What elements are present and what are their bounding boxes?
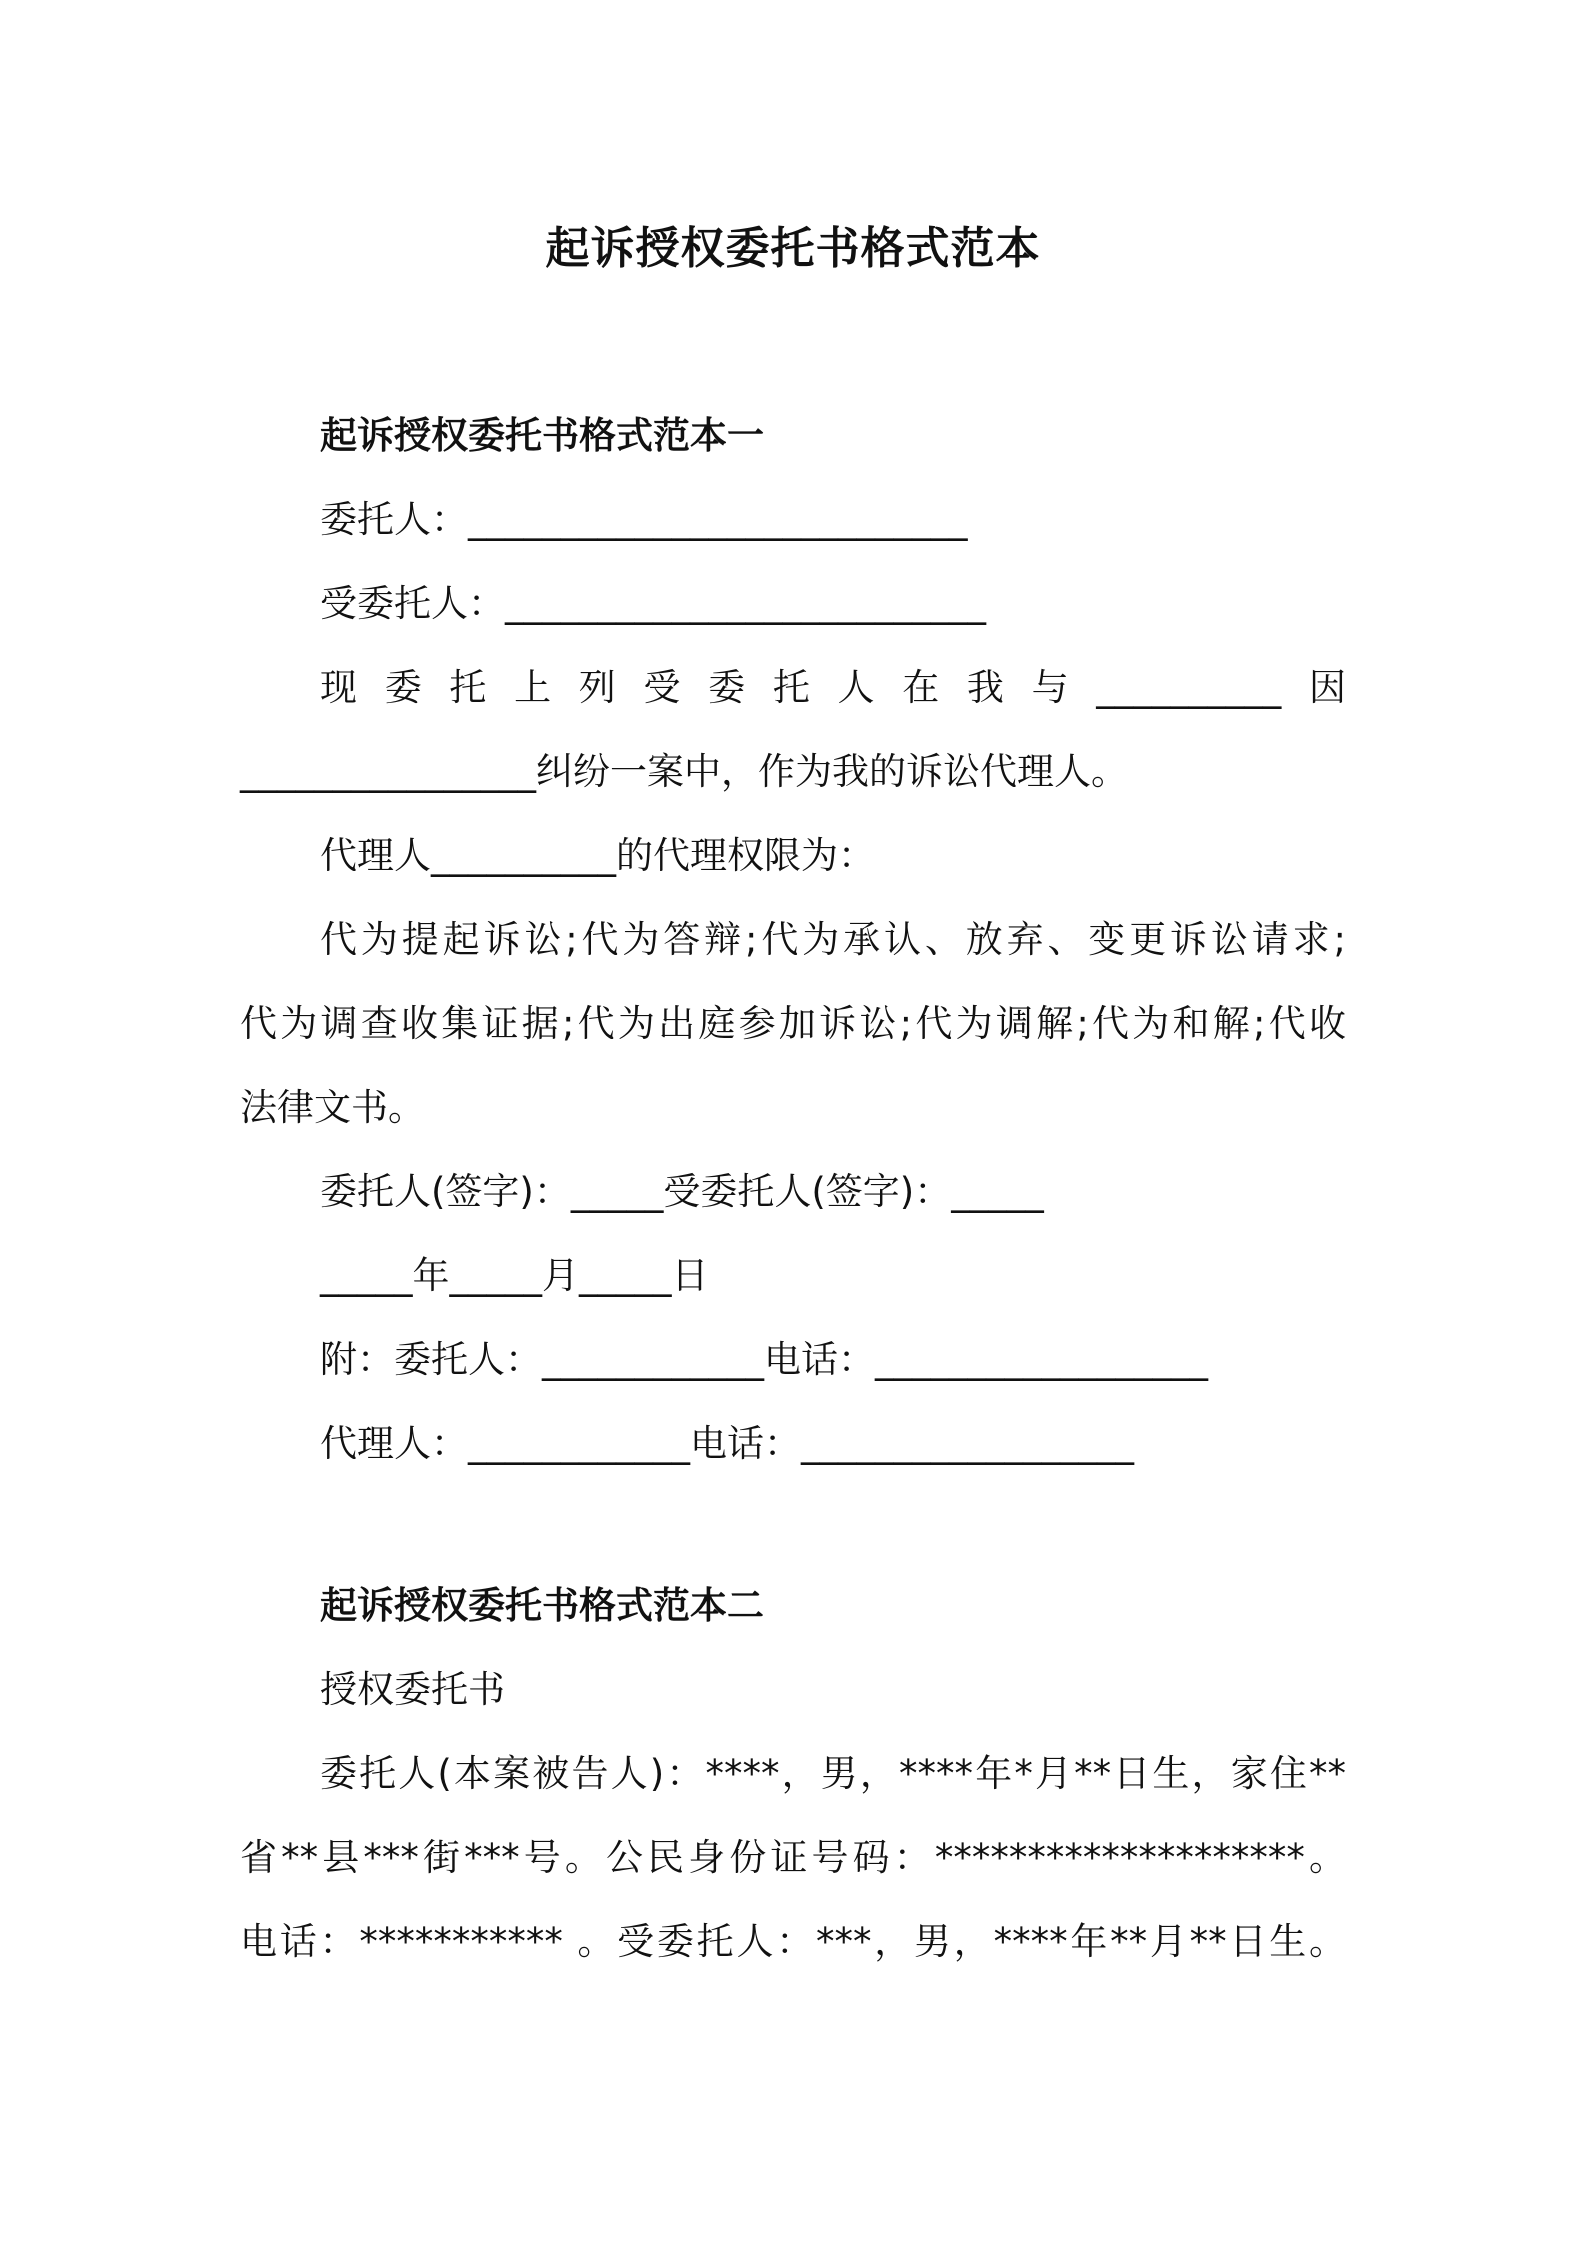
powers-line-1: 代为提起诉讼;代为答辩;代为承认、放弃、变更诉讼请求; [320, 918, 1346, 961]
section2-doc-title: 授权委托书 [320, 1668, 505, 1711]
section1-heading: 起诉授权委托书格式范本一 [320, 414, 764, 457]
attach-principal-line: 附：委托人：____________电话：__________________ [320, 1338, 1208, 1381]
section2-line-3: 电话：*********** 。受委托人：***，男，****年**月**日生。 [240, 1920, 1346, 1963]
signature-line: 委托人(签字)：_____受委托人(签字)：_____ [320, 1170, 1044, 1213]
attach-agent-line: 代理人：____________电话：__________________ [320, 1422, 1134, 1465]
entrust-line-1: 现委托上列受委托人在我与__________因 [320, 666, 1346, 709]
agent-line: 受委托人：__________________________ [320, 582, 986, 625]
powers-line-2: 代为调查收集证据;代为出庭参加诉讼;代为调解;代为和解;代收 [240, 1002, 1346, 1045]
document-title: 起诉授权委托书格式范本 [545, 223, 1041, 274]
powers-line-3: 法律文书。 [240, 1086, 425, 1129]
section2-line-2: 省**县***街***号。公民身份证号码：********************。 [240, 1836, 1346, 1879]
section2-heading: 起诉授权委托书格式范本二 [320, 1584, 764, 1627]
entrust-line-2: ________________纠纷一案中，作为我的诉讼代理人。 [240, 750, 1128, 793]
principal-line: 委托人：___________________________ [320, 498, 968, 541]
section2-line-1: 委托人(本案被告人)：****，男，****年*月**日生，家住** [320, 1752, 1346, 1795]
date-line: _____年_____月_____日 [320, 1254, 709, 1297]
scope-intro: 代理人__________的代理权限为： [320, 834, 875, 877]
